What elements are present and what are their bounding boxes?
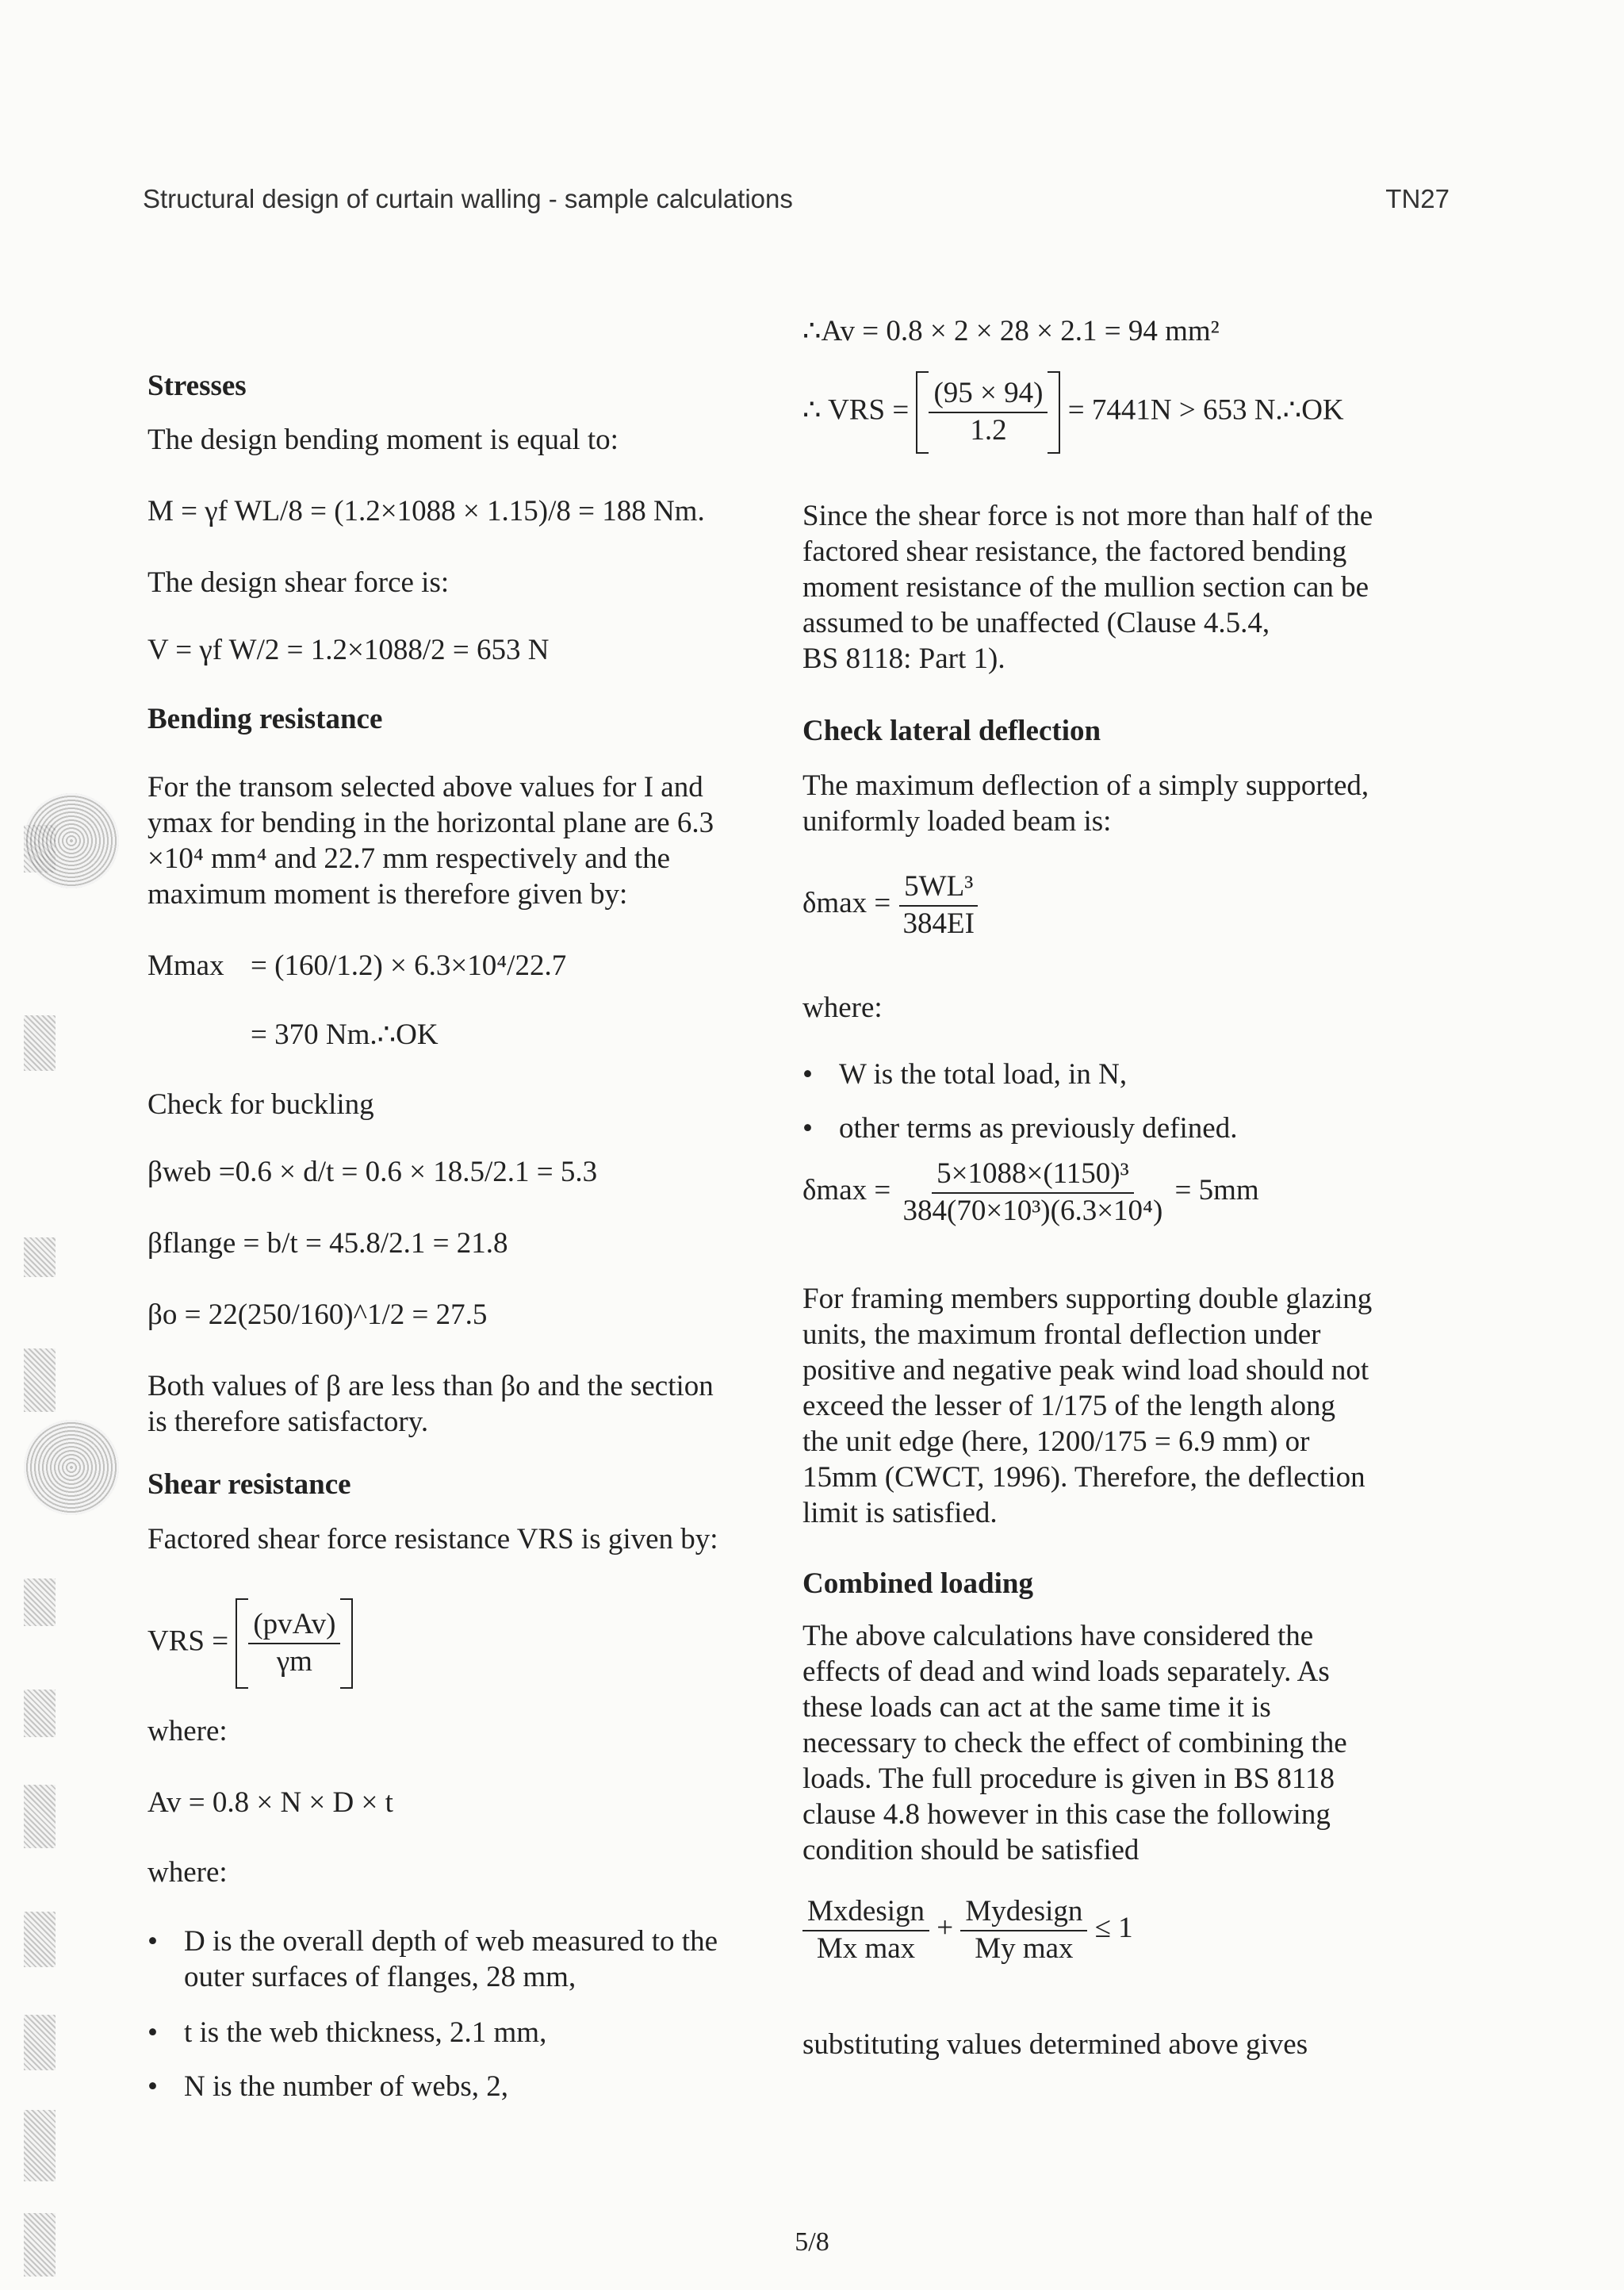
vrs-calc-lhs: ∴ VRS = [802,393,910,427]
combined-heading: Combined loading [802,1567,1033,1600]
both-values-line: Both values of β are less than βo and the section [147,1370,714,1402]
page-number: 5/8 [795,2227,829,2257]
scan-artifact [24,1420,119,1515]
scan-artifact [24,1015,56,1071]
bracket-right [340,1598,353,1689]
scan-artifact [24,2110,56,2181]
ineq-numerator-x: Mxdesign [802,1896,929,1931]
mmax-label: Mmax [147,949,224,982]
delta-lhs: δmax = [802,887,891,920]
bending-para-line: For the transom selected above values for I and [147,771,703,804]
vrs-fraction [248,1609,340,1678]
beta-o-equation: βo = 22(250/160)^1/2 = 27.5 [147,1298,488,1331]
bending-para-line: ymax for bending in the horizontal plane are 6.3 [147,807,714,839]
scan-artifact [24,1785,56,1848]
deflection-heading: Check lateral deflection [802,715,1101,747]
scan-artifact [24,2015,56,2070]
ineq-numerator-y: Mydesign [960,1896,1087,1931]
framing-line: 15mm (CWCT, 1996). Therefore, the deflection [802,1461,1365,1494]
bending-para-line: maximum moment is therefore given by: [147,878,628,911]
framing-line: exceed the lesser of 1/175 of the length along [802,1390,1335,1422]
combined-line: necessary to check the effect of combining the [802,1727,1347,1759]
since-line: Since the shear force is not more than half of the [802,500,1373,532]
delta2-denominator: 384(70×10³)(6.3×10⁴) [902,1194,1163,1227]
shear-resistance-intro: Factored shear force resistance VRS is given by: [147,1523,718,1555]
vrs-calc-fraction [929,378,1048,447]
vrs-lhs: VRS = [147,1624,229,1658]
ineq-denominator-y: My max [975,1931,1074,1965]
scan-artifact [24,793,119,888]
combined-line: condition should be satisfied [802,1834,1139,1866]
framing-line: positive and negative peak wind load should not [802,1354,1369,1387]
scan-artifact [24,1237,56,1277]
bracket-left [236,1598,248,1689]
beta-flange-equation: βflange = b/t = 45.8/2.1 = 21.8 [147,1227,508,1260]
mmax-equation: = (160/1.2) × 6.3×10⁴/22.7 [251,949,567,982]
stresses-heading: Stresses [147,370,247,402]
where-label: where: [147,1856,228,1889]
buckling-intro: Check for buckling [147,1088,374,1121]
deflection-calculation [802,1158,1259,1227]
bending-para-line: ×10⁴ mm⁴ and 22.7 mm respectively and the [147,842,671,875]
where-label: where: [802,992,883,1024]
bracket-right [1048,371,1060,454]
combined-line: loads. The full procedure is given in BS 8118 [802,1763,1335,1795]
design-moment-intro: The design bending moment is equal to: [147,424,619,456]
scan-artifact [24,1348,56,1412]
combined-line: effects of dead and wind loads separately. As [802,1655,1330,1688]
header-code: TN27 [1385,184,1450,213]
delta2-rhs: = 5mm [1174,1174,1259,1207]
bending-heading: Bending resistance [147,703,383,735]
since-line: assumed to be unaffected (Clause 4.5.4, [802,607,1270,639]
av-calculation: ∴Av = 0.8 × 2 × 28 × 2.1 = 94 mm² [802,315,1220,347]
vrs-calc-denominator: 1.2 [970,414,1007,447]
moment-equation: M = γf WL/8 = (1.2×1088 × 1.15)/8 = 188 Nm. [147,495,705,527]
since-line: factored shear resistance, the factored bending [802,535,1347,568]
delta2-numerator: 5×1088×(1150)³ [932,1158,1134,1194]
delta-fraction [898,871,979,940]
shear-resistance-heading: Shear resistance [147,1468,351,1501]
deflection-intro: uniformly loaded beam is: [802,805,1112,838]
deflection-intro: The maximum deflection of a simply supported, [802,769,1369,802]
combined-line: these loads can act at the same time it is [802,1691,1271,1724]
ineq-fraction-x [802,1896,929,1965]
framing-line: units, the maximum frontal deflection under [802,1318,1321,1351]
since-line: BS 8118: Part 1). [802,643,1005,675]
deflection-formula [802,871,979,940]
vrs-numerator: (pvAv) [248,1609,340,1644]
scan-artifact [24,1690,56,1737]
page-header [143,184,1481,224]
combined-line: clause 4.8 however in this case the following [802,1798,1331,1831]
av-equation: Av = 0.8 × N × D × t [147,1786,393,1819]
vrs-calculation [802,371,1344,454]
bracket-left [916,371,929,454]
shear-intro: The design shear force is: [147,566,450,599]
shear-equation: V = γf W/2 = 1.2×1088/2 = 653 N [147,634,550,666]
beta-web-equation: βweb =0.6 × d/t = 0.6 × 18.5/2.1 = 5.3 [147,1156,598,1188]
vrs-formula [147,1598,353,1689]
where-label: where: [147,1715,228,1747]
both-values-line: is therefore satisfactory. [147,1406,429,1438]
ineq-plus: + [936,1912,954,1945]
combined-inequality [802,1896,1133,1965]
delta2-fraction [898,1158,1168,1227]
framing-line: For framing members supporting double glazing [802,1283,1373,1315]
substituting-line: substituting values determined above gives [802,2028,1308,2061]
vrs-calc-numerator: (95 × 94) [929,378,1048,413]
delta2-lhs: δmax = [802,1174,891,1207]
framing-line: the unit edge (here, 1200/175 = 6.9 mm) or [802,1425,1310,1458]
since-line: moment resistance of the mullion section can be [802,571,1369,604]
ineq-rhs: ≤ 1 [1094,1912,1133,1945]
ineq-denominator-x: Mx max [816,1931,916,1965]
scan-artifact [24,1578,56,1626]
framing-line: limit is satisfied. [802,1497,998,1529]
vrs-calc-rhs: = 7441N > 653 N.∴OK [1067,393,1344,427]
ineq-fraction-y [960,1896,1087,1965]
scan-artifact [24,1912,56,1967]
vrs-denominator: γm [276,1645,312,1678]
delta-numerator: 5WL³ [899,871,978,907]
header-title: Structural design of curtain walling - sample calculations [143,184,793,213]
mmax-result: = 370 Nm.∴OK [251,1018,439,1051]
delta-denominator: 384EI [902,907,975,940]
combined-line: The above calculations have considered the [802,1620,1314,1652]
